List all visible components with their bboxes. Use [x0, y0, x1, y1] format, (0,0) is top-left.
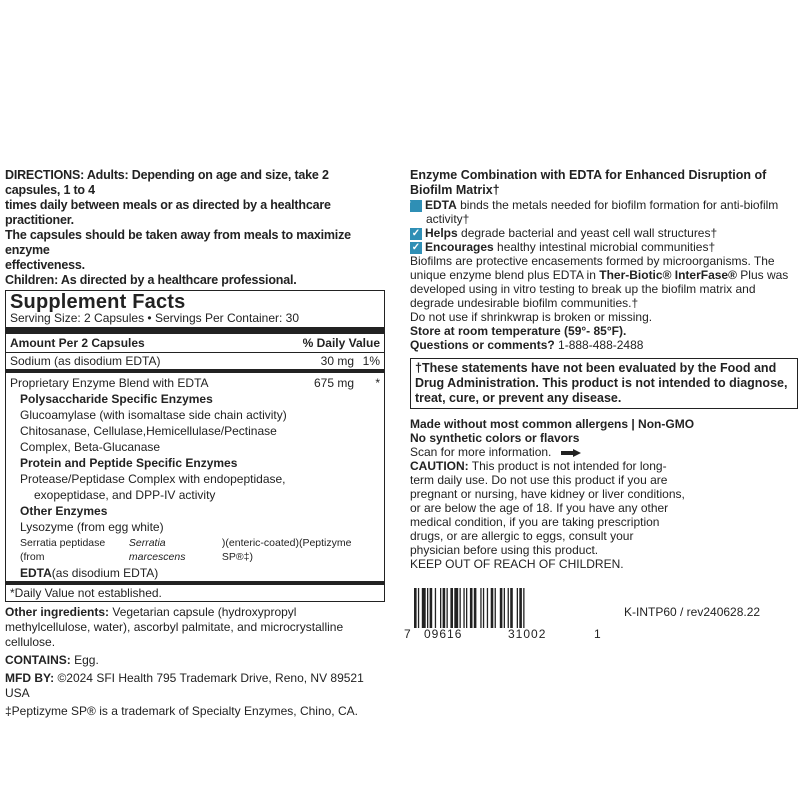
- benefit-bold: EDTA: [425, 198, 457, 212]
- phone-number: 1-888-488-2488: [554, 338, 644, 352]
- benefit-bold: Helps: [425, 226, 458, 240]
- brand-name: Ther-Biotic® InterFase®: [599, 268, 737, 282]
- barcode-bar: [495, 588, 496, 628]
- keep-out-warning: KEEP OUT OF REACH OF CHILDREN.: [410, 557, 624, 571]
- sodium-dv: 1%: [362, 354, 380, 368]
- poly-line: Complex, Beta-Glucanase: [20, 440, 161, 454]
- barcode-bar: [517, 588, 518, 628]
- checkbox-icon: ✓: [410, 200, 422, 212]
- barcode-bar: [435, 588, 436, 628]
- barcode-bar: [450, 588, 453, 628]
- checkbox-icon: ✓: [411, 227, 421, 239]
- other-ingredients: [5, 605, 385, 650]
- barcode-digits: 31002: [508, 627, 547, 641]
- barcode-bar: [414, 588, 417, 628]
- caution-label: CAUTION:: [410, 459, 469, 473]
- benefit-item: [403, 198, 798, 226]
- other-ingredients-label: Other ingredients:: [5, 605, 110, 619]
- dv-header: % Daily Value: [302, 336, 380, 350]
- protein-line: Protease/Peptidase Complex with endopeptidase,: [20, 472, 286, 486]
- benefit-text: binds the metals needed for biofilm formation for anti-biofilm activity†: [426, 198, 779, 226]
- barcode-bar: [510, 588, 513, 628]
- barcode-bar: [422, 588, 426, 628]
- paragraph-text-end: Plus was developed using in vitro testing to break up the biofilm matrix and degrade undesirable biofilm communities.†: [410, 268, 789, 310]
- lysozyme-line: Lysozyme (from egg white): [20, 520, 164, 534]
- barcode-digit: 7: [404, 627, 411, 641]
- protein-line: exopeptidase, and DPP-IV activity: [34, 488, 216, 502]
- edta-line: [6, 565, 384, 581]
- barcode-bar: [418, 588, 419, 628]
- children-directions: Children: As directed by a healthcare professional.: [5, 273, 297, 287]
- edta-label: EDTA: [20, 566, 52, 580]
- barcode-bar: [463, 588, 464, 628]
- trademark-note: ‡Peptizyme SP® is a trademark of Specialty Enzymes, Chino, CA.: [5, 704, 358, 718]
- benefit-heading: Enzyme Combination with EDTA for Enhanced Disruption of Biofilm Matrix†: [410, 168, 767, 197]
- sodium-amount: 30 mg: [320, 354, 354, 368]
- protein-header: Protein and Peptide Specific Enzymes: [20, 456, 238, 470]
- directions-line: times daily between meals or as directed by a healthcare practitioner.: [5, 198, 331, 227]
- questions-line: [410, 338, 798, 352]
- product-code: K-INTP60 / rev240628.22: [624, 605, 761, 619]
- blend-row: [6, 373, 384, 391]
- barcode: [412, 588, 592, 628]
- barcode-bar: [519, 588, 522, 628]
- supplement-facts-title: Supplement Facts: [10, 291, 186, 313]
- barcode-bar: [491, 588, 494, 628]
- paragraph-text: Biofilms are protective encasements formed by microorganisms. The unique enzyme blend plus EDTA in: [410, 254, 775, 282]
- storage-info: Store at room temperature (59°- 85°F).: [410, 324, 627, 338]
- blend-name: Proprietary Enzyme Blend with EDTA: [10, 376, 209, 390]
- barcode-bar: [523, 588, 524, 628]
- edta-rest: (as disodium EDTA): [51, 566, 159, 580]
- benefit-text: healthy intestinal microbial communities†: [493, 240, 716, 254]
- poly-line: Glucoamylase (with isomaltase side chain activity): [20, 408, 287, 422]
- serratia-line: [6, 535, 384, 565]
- facts-header: [6, 334, 384, 353]
- barcode-bar: [440, 588, 441, 628]
- barcode-bar: [466, 588, 467, 628]
- scan-text: Scan for more information.: [410, 445, 552, 459]
- barcode-bar: [474, 588, 477, 628]
- directions: [5, 168, 385, 288]
- fda-disclaimer: †These statements have not been evaluated by the Food and Drug Administration. This product is not intended to diagnose, treat, cure, or prevent any disease.: [410, 358, 798, 409]
- benefit-item: [410, 226, 798, 240]
- barcode-bar: [427, 588, 428, 628]
- caution-block: [410, 459, 685, 557]
- serratia-text-end: )(enteric-coated)(Peptizyme SP®‡): [221, 537, 352, 563]
- barcode-bar: [454, 588, 458, 628]
- poly-header: Polysaccharide Specific Enzymes: [20, 392, 213, 406]
- barcode-bar: [500, 588, 503, 628]
- barcode-bar: [483, 588, 484, 628]
- barcode-bar: [460, 588, 461, 628]
- mfd-label: MFD BY:: [5, 671, 55, 685]
- shrinkwrap-warning: Do not use if shrinkwrap is broken or missing.: [410, 310, 653, 324]
- serratia-text: Serratia peptidase (from: [20, 537, 106, 563]
- sodium-name: Sodium (as disodium EDTA): [10, 354, 161, 368]
- directions-line: The capsules should be taken away from meals to maximize enzyme: [5, 228, 351, 257]
- contains-label: CONTAINS:: [5, 653, 71, 667]
- barcode-digit: 1: [594, 627, 601, 641]
- barcode-bar: [443, 588, 446, 628]
- caution-text: This product is not intended for long-term daily use. Do not use this product if you are pregnant or nursing, have kidney or liver conditions, or are below the age of 18. If you have any other medical condition, if you are taking prescription drugs, or are allergic to eggs, consult your physician before using this product.: [410, 459, 685, 557]
- directions-line: DIRECTIONS: Adults: Depending on age and size, take 2 capsules, 1 to 4: [5, 168, 329, 197]
- manufacturer: [5, 671, 385, 701]
- serratia-species: Serratia marcescens: [128, 537, 186, 563]
- benefit-bold: Encourages: [425, 240, 494, 254]
- barcode-bar: [504, 588, 505, 628]
- benefit-item: [410, 240, 798, 254]
- directions-line: effectiveness.: [5, 258, 85, 272]
- left-column: [5, 168, 385, 719]
- right-column: [403, 168, 798, 571]
- contains-text: Egg.: [70, 653, 99, 667]
- barcode-bar: [447, 588, 448, 628]
- synthetic-info: No synthetic colors or flavors: [410, 431, 580, 445]
- barcode-bar: [470, 588, 473, 628]
- scan-line: [410, 445, 798, 459]
- other-enzymes-header: Other Enzymes: [20, 504, 108, 518]
- serving-info: Serving Size: 2 Capsules • Servings Per Container: 30: [6, 312, 384, 334]
- barcode-digits: 09616: [424, 627, 463, 641]
- barcode-bar: [480, 588, 481, 628]
- dv-footnote: *Daily Value not established.: [6, 581, 384, 601]
- biofilm-paragraph: [410, 254, 798, 310]
- supplement-facts-panel: [5, 290, 385, 602]
- sodium-row: [6, 353, 384, 373]
- barcode-bar: [508, 588, 509, 628]
- barcode-bar: [430, 588, 433, 628]
- amount-header: Amount Per 2 Capsules: [10, 336, 145, 350]
- allergen-info: Made without most common allergens | Non-GMO: [410, 417, 695, 431]
- barcode-bar: [487, 588, 488, 628]
- benefit-text: degrade bacterial and yeast cell wall structures†: [457, 226, 718, 240]
- poly-line: Chitosanase, Cellulase,Hemicellulase/Pectinase: [20, 424, 277, 438]
- mfd-text: ©2024 SFI Health 795 Trademark Drive, Reno, NV 89521 USA: [5, 671, 364, 700]
- other-ingredients-text: Vegetarian capsule (hydroxypropyl methylcellulose, water), ascorbyl palmitate, and microcrystalline cellulose.: [5, 605, 344, 649]
- blend-dv: *: [375, 376, 380, 390]
- contains: [5, 653, 385, 668]
- checkbox-icon: ✓: [411, 241, 421, 253]
- arrow-right-icon: [561, 449, 581, 457]
- questions-label: Questions or comments?: [410, 338, 555, 352]
- blend-amount: 675 mg: [313, 376, 354, 390]
